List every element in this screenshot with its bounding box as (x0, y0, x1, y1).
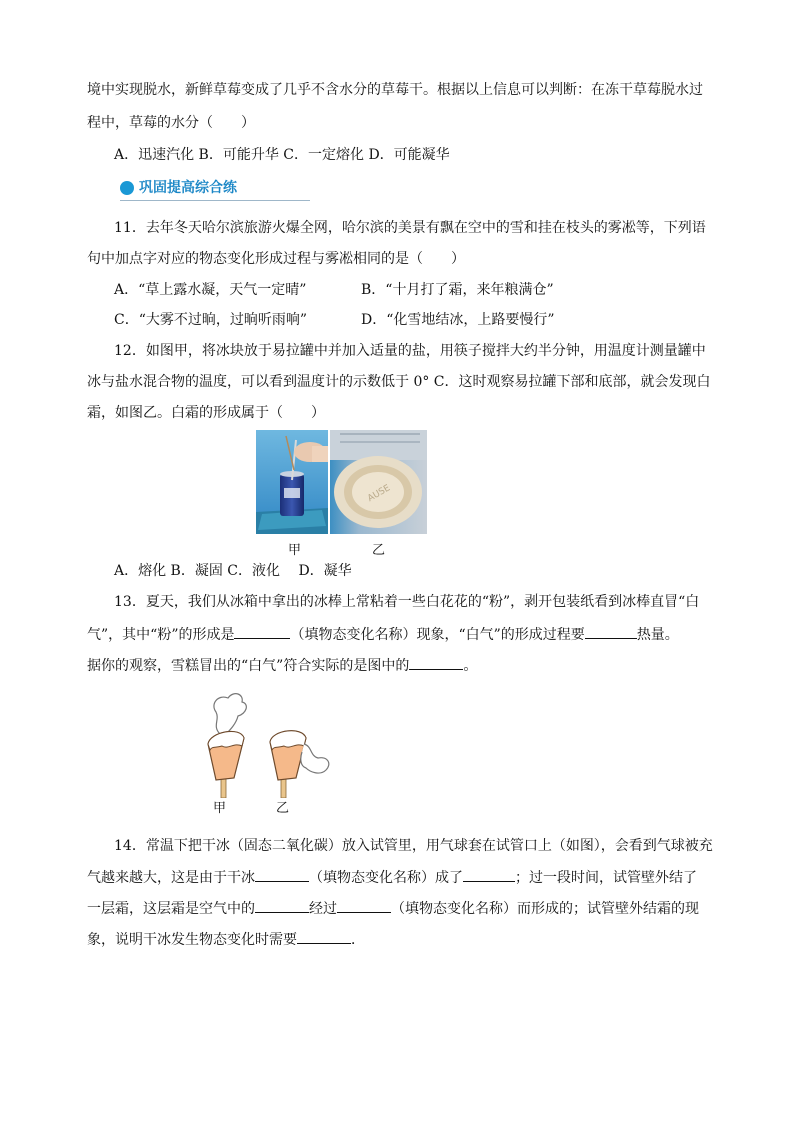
q14-blank-2[interactable] (463, 866, 515, 882)
q12-caption-jia: 甲 (288, 543, 302, 558)
q11-option-a: A．“草上露水凝，天气一定晴” (114, 282, 307, 298)
svg-text:AUSE: AUSE (366, 483, 393, 505)
q12-stem-line3: 霜，如图乙。白霜的形成属于（ ） (87, 405, 325, 421)
q11-option-b: B．“十月打了霜，来年粮满仓” (361, 282, 554, 298)
q13-stem-line1: 13．夏天，我们从冰箱中拿出的冰棒上常粘着一些白花花的“粉”，剥开包装纸看到冰棒直冒“白 (114, 594, 700, 610)
q12-options: A．熔化 B．凝固 C．液化 D．凝华 (114, 563, 352, 579)
q12-stem-line1: 12．如图甲，将冰块放于易拉罐中并加入适量的盐，用筷子搅拌大约半分钟，用温度计测量罐中 (114, 343, 706, 359)
q13-stem-line2 (87, 623, 679, 645)
q14-blank-5[interactable] (297, 928, 351, 944)
section-bullet-icon (120, 181, 134, 195)
q11-stem-line1: 11．去年冬天哈尔滨旅游火爆全网，哈尔滨的美景有飘在空中的雪和挂在枝头的雾凇等，下列语 (114, 220, 706, 236)
q14-line2-part1: 气越来越大，这是由于干冰 (87, 870, 255, 886)
popsicle-jia-icon (208, 694, 246, 798)
q13-caption-jia: 甲 (213, 801, 227, 816)
section-header (120, 176, 310, 201)
q13-line2-part3: 热量。 (636, 627, 679, 643)
q12-photo-jia (256, 430, 328, 534)
q14-line4-part1: 象，说明干冰发生物态变化时需要 (87, 932, 297, 948)
q13-line2-part2: （填物态变化名称）现象，“白气”的形成过程要 (290, 627, 585, 643)
q12-caption-yi: 乙 (372, 543, 386, 558)
q14-line4-part2: ． (351, 932, 365, 948)
q13-blank-2[interactable] (585, 623, 637, 639)
q13-popsicle-figure (200, 686, 340, 798)
q12-photo-yi (330, 430, 427, 534)
q13-blank-3[interactable] (409, 654, 463, 670)
q11-option-d: D．“化雪地结冰，上路要慢行” (361, 312, 555, 328)
q13-line2-part1: 气”，其中“粉”的形成是 (87, 627, 235, 643)
q14-line2-part3: ；过一段时间，试管壁外结了 (515, 870, 697, 886)
q14-stem-line2 (87, 866, 697, 888)
q13-blank-1[interactable] (234, 623, 290, 639)
q14-stem-line1: 14．常温下把干冰（固态二氧化碳）放入试管里，用气球套在试管口上（如图），会看到气球被充 (114, 838, 713, 854)
q14-line3-part3: （填物态变化名称）而形成的；试管壁外结霜的现 (391, 901, 699, 917)
q13-line3-part1: 据你的观察，雪糕冒出的“白气”符合实际的是图中的 (87, 658, 410, 674)
q14-line3-part1: 一层霜，这层霜是空气中的 (87, 901, 255, 917)
q13-line3-part2: 。 (463, 658, 478, 674)
q14-line2-part2: （填物态变化名称）成了 (309, 870, 463, 886)
q10-stem-line1: 境中实现脱水，新鲜草莓变成了几乎不含水分的草莓干。根据以上信息可以判断：在冻干草莓脱水过 (87, 82, 703, 98)
q11-option-c: C．“大雾不过晌，过晌听雨响” (114, 312, 308, 328)
popsicle-yi-icon (270, 731, 329, 798)
q14-blank-1[interactable] (255, 866, 309, 882)
q14-blank-4[interactable] (337, 897, 391, 913)
q14-blank-3[interactable] (255, 897, 309, 913)
q14-stem-line3 (87, 897, 699, 919)
section-title: 巩固提高综合练 (139, 180, 237, 196)
q14-stem-line4 (87, 928, 365, 950)
q13-caption-yi: 乙 (276, 801, 290, 816)
q14-line3-part2: 经过 (309, 901, 337, 917)
q12-stem-line2: 冰与盐水混合物的温度，可以看到温度计的示数低于 0° C．这时观察易拉罐下部和底部，就会发现白 (87, 374, 711, 390)
q11-stem-line2: 句中加点字对应的物态变化形成过程与雾凇相同的是（ ） (87, 251, 465, 267)
q10-options: A．迅速汽化 B．可能升华 C．一定熔化 D．可能凝华 (114, 147, 450, 163)
q10-stem-line2: 程中，草莓的水分（ ） (87, 115, 255, 131)
q13-stem-line3 (87, 654, 477, 676)
